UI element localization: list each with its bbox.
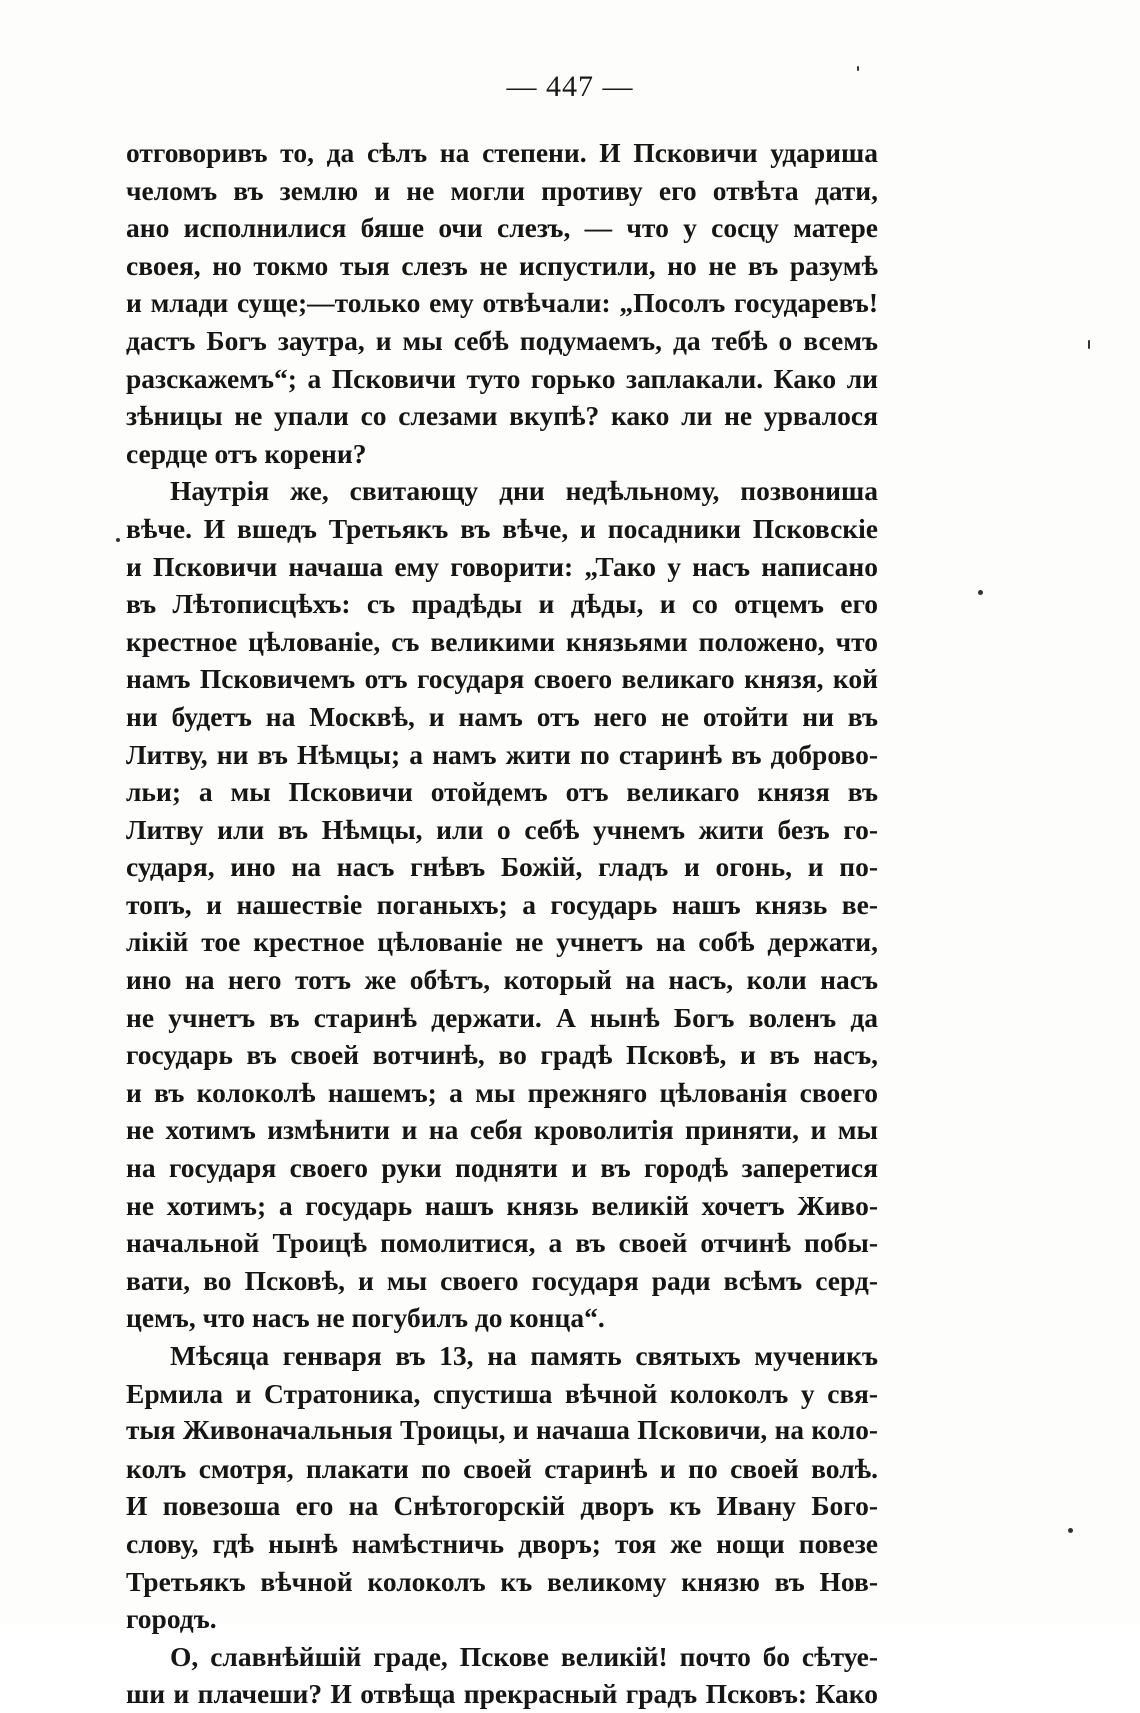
text-line: Ермила и Стратоника, спустиша вѣчной колоколъ у свя- — [126, 1377, 878, 1409]
text-line: и въ колоколѣ нашемъ; а мы прежняго цѣлованія своего — [126, 1076, 878, 1108]
text-line: топъ, и нашествіе поганыхъ; а государь нашъ князь ве- — [126, 888, 878, 920]
text-line: сударя, ино на насъ гнѣвъ Божій, гладъ и огонь, и по- — [126, 851, 878, 883]
text-line: лікій тое крестное цѣлованіе не учнетъ на собѣ держати, — [126, 926, 878, 958]
text-line: разскажемъ“; а Псковичи туто горько заплакали. Како ли — [126, 362, 878, 394]
text-line: начальной Троицѣ помолитися, а въ своей отчинѣ побы- — [126, 1227, 878, 1259]
scan-speck — [1068, 1528, 1073, 1533]
text-line: отговоривъ то, да сѣлъ на степени. И Псковичи удариша — [126, 137, 878, 168]
text-line: Наутрія же, свитающу дни недѣльному, позвониша — [170, 475, 878, 507]
text-line: городъ. — [126, 1603, 217, 1635]
text-line: намъ Псковичемъ отъ государя своего великаго князя, кой — [126, 663, 878, 695]
text-line: Мѣсяца генваря въ 13, на память святыхъ мученикъ — [170, 1340, 878, 1371]
text-line: цемъ, что насъ не погубилъ до конца“. — [126, 1302, 605, 1334]
paragraph-2 — [126, 472, 878, 1337]
text-line: и Псковичи начаша ему говорити: „Тако у насъ написано — [126, 550, 878, 582]
text-line: зѣницы не упали со слезами вкупѣ? како ли не урвалося — [126, 400, 878, 432]
paragraph-3 — [126, 1337, 878, 1638]
scan-speck — [116, 538, 120, 542]
text-line: челомъ въ землю и не могли противу его отвѣта дати, — [126, 174, 878, 206]
text-line: тыя Живоначальныя Троицы, и начаша Псковичи, на коло- — [126, 1415, 878, 1446]
text-line: вати, во Псковѣ, и мы своего государя ради всѣмъ серд- — [126, 1264, 878, 1296]
text-line: Литву, ни въ Нѣмцы; а намъ жити по старинѣ въ доброво- — [126, 738, 878, 770]
text-line: ши и плачеши? И отвѣща прекрасный градъ Псковъ: Како — [126, 1678, 878, 1710]
text-line: колъ смотря, плакати по своей старинѣ и по своей волѣ. — [126, 1452, 878, 1484]
text-line: въ Лѣтописцѣхъ: съ прадѣды и дѣды, и со отцемъ его — [126, 588, 878, 620]
text-line: государь въ своей вотчинѣ, во градѣ Псковѣ, и въ насъ, — [126, 1039, 878, 1071]
text-line: не хотимъ; а государь нашъ князь великій хочетъ Живо- — [126, 1189, 878, 1221]
paragraph-1 — [126, 134, 878, 472]
text-line: на государя своего руки подняти и въ городѣ заперетися — [126, 1152, 878, 1184]
text-line: ни будетъ на Москвѣ, и намъ отъ него не отойти ни въ — [126, 700, 878, 732]
text-line: не хотимъ измѣнити и на себя кроволитія приняти, и мы — [126, 1114, 878, 1146]
text-line: сердце отъ корени? — [126, 437, 367, 469]
text-line: вѣче. И вшедъ Третьякъ въ вѣче, и посадники Псковскіе — [126, 512, 878, 544]
text-line: Третьякъ вѣчной колоколъ къ великому князю въ Нов- — [126, 1565, 878, 1597]
text-line: слову, гдѣ нынѣ намѣстничь дворъ; тоя же нощи повезе — [126, 1527, 878, 1559]
paragraph-4 — [126, 1638, 878, 1713]
text-line: не учнетъ въ старинѣ держати. А нынѣ Богъ воленъ да — [126, 1001, 878, 1033]
text-line: ино на него тотъ же обѣтъ, который на насъ, коли насъ — [126, 964, 878, 996]
text-line: и млади суще;—только ему отвѣчали: „Посолъ государевъ! — [126, 287, 878, 319]
scan-speck — [978, 590, 983, 595]
scan-speck — [1088, 340, 1090, 349]
scan-speck — [857, 66, 859, 71]
text-line: льи; а мы Псковичи отойдемъ отъ великаго князя въ — [126, 776, 878, 808]
text-line: крестное цѣлованіе, съ великими князьями положено, что — [126, 625, 878, 657]
body-text — [126, 134, 878, 1713]
page-number: — 447 — — [506, 70, 634, 103]
text-line: О, славнѣйшій граде, Пскове великій! почто бо сѣтуе- — [170, 1640, 878, 1672]
text-line: своея, но токмо тыя слезъ не испустили, но не въ разумѣ — [126, 249, 878, 281]
text-line: И повезоша его на Снѣтогорскій дворъ къ Ивану Бого- — [126, 1490, 878, 1522]
text-line: ано исполнилися бяше очи слезъ, — что у сосцу матере — [126, 212, 878, 244]
text-line: Литву или въ Нѣмцы, или о себѣ учнемъ жити безъ го- — [126, 813, 878, 845]
text-line: дастъ Богъ заутра, и мы себѣ подумаемъ, да тебѣ о всемъ — [126, 324, 878, 356]
